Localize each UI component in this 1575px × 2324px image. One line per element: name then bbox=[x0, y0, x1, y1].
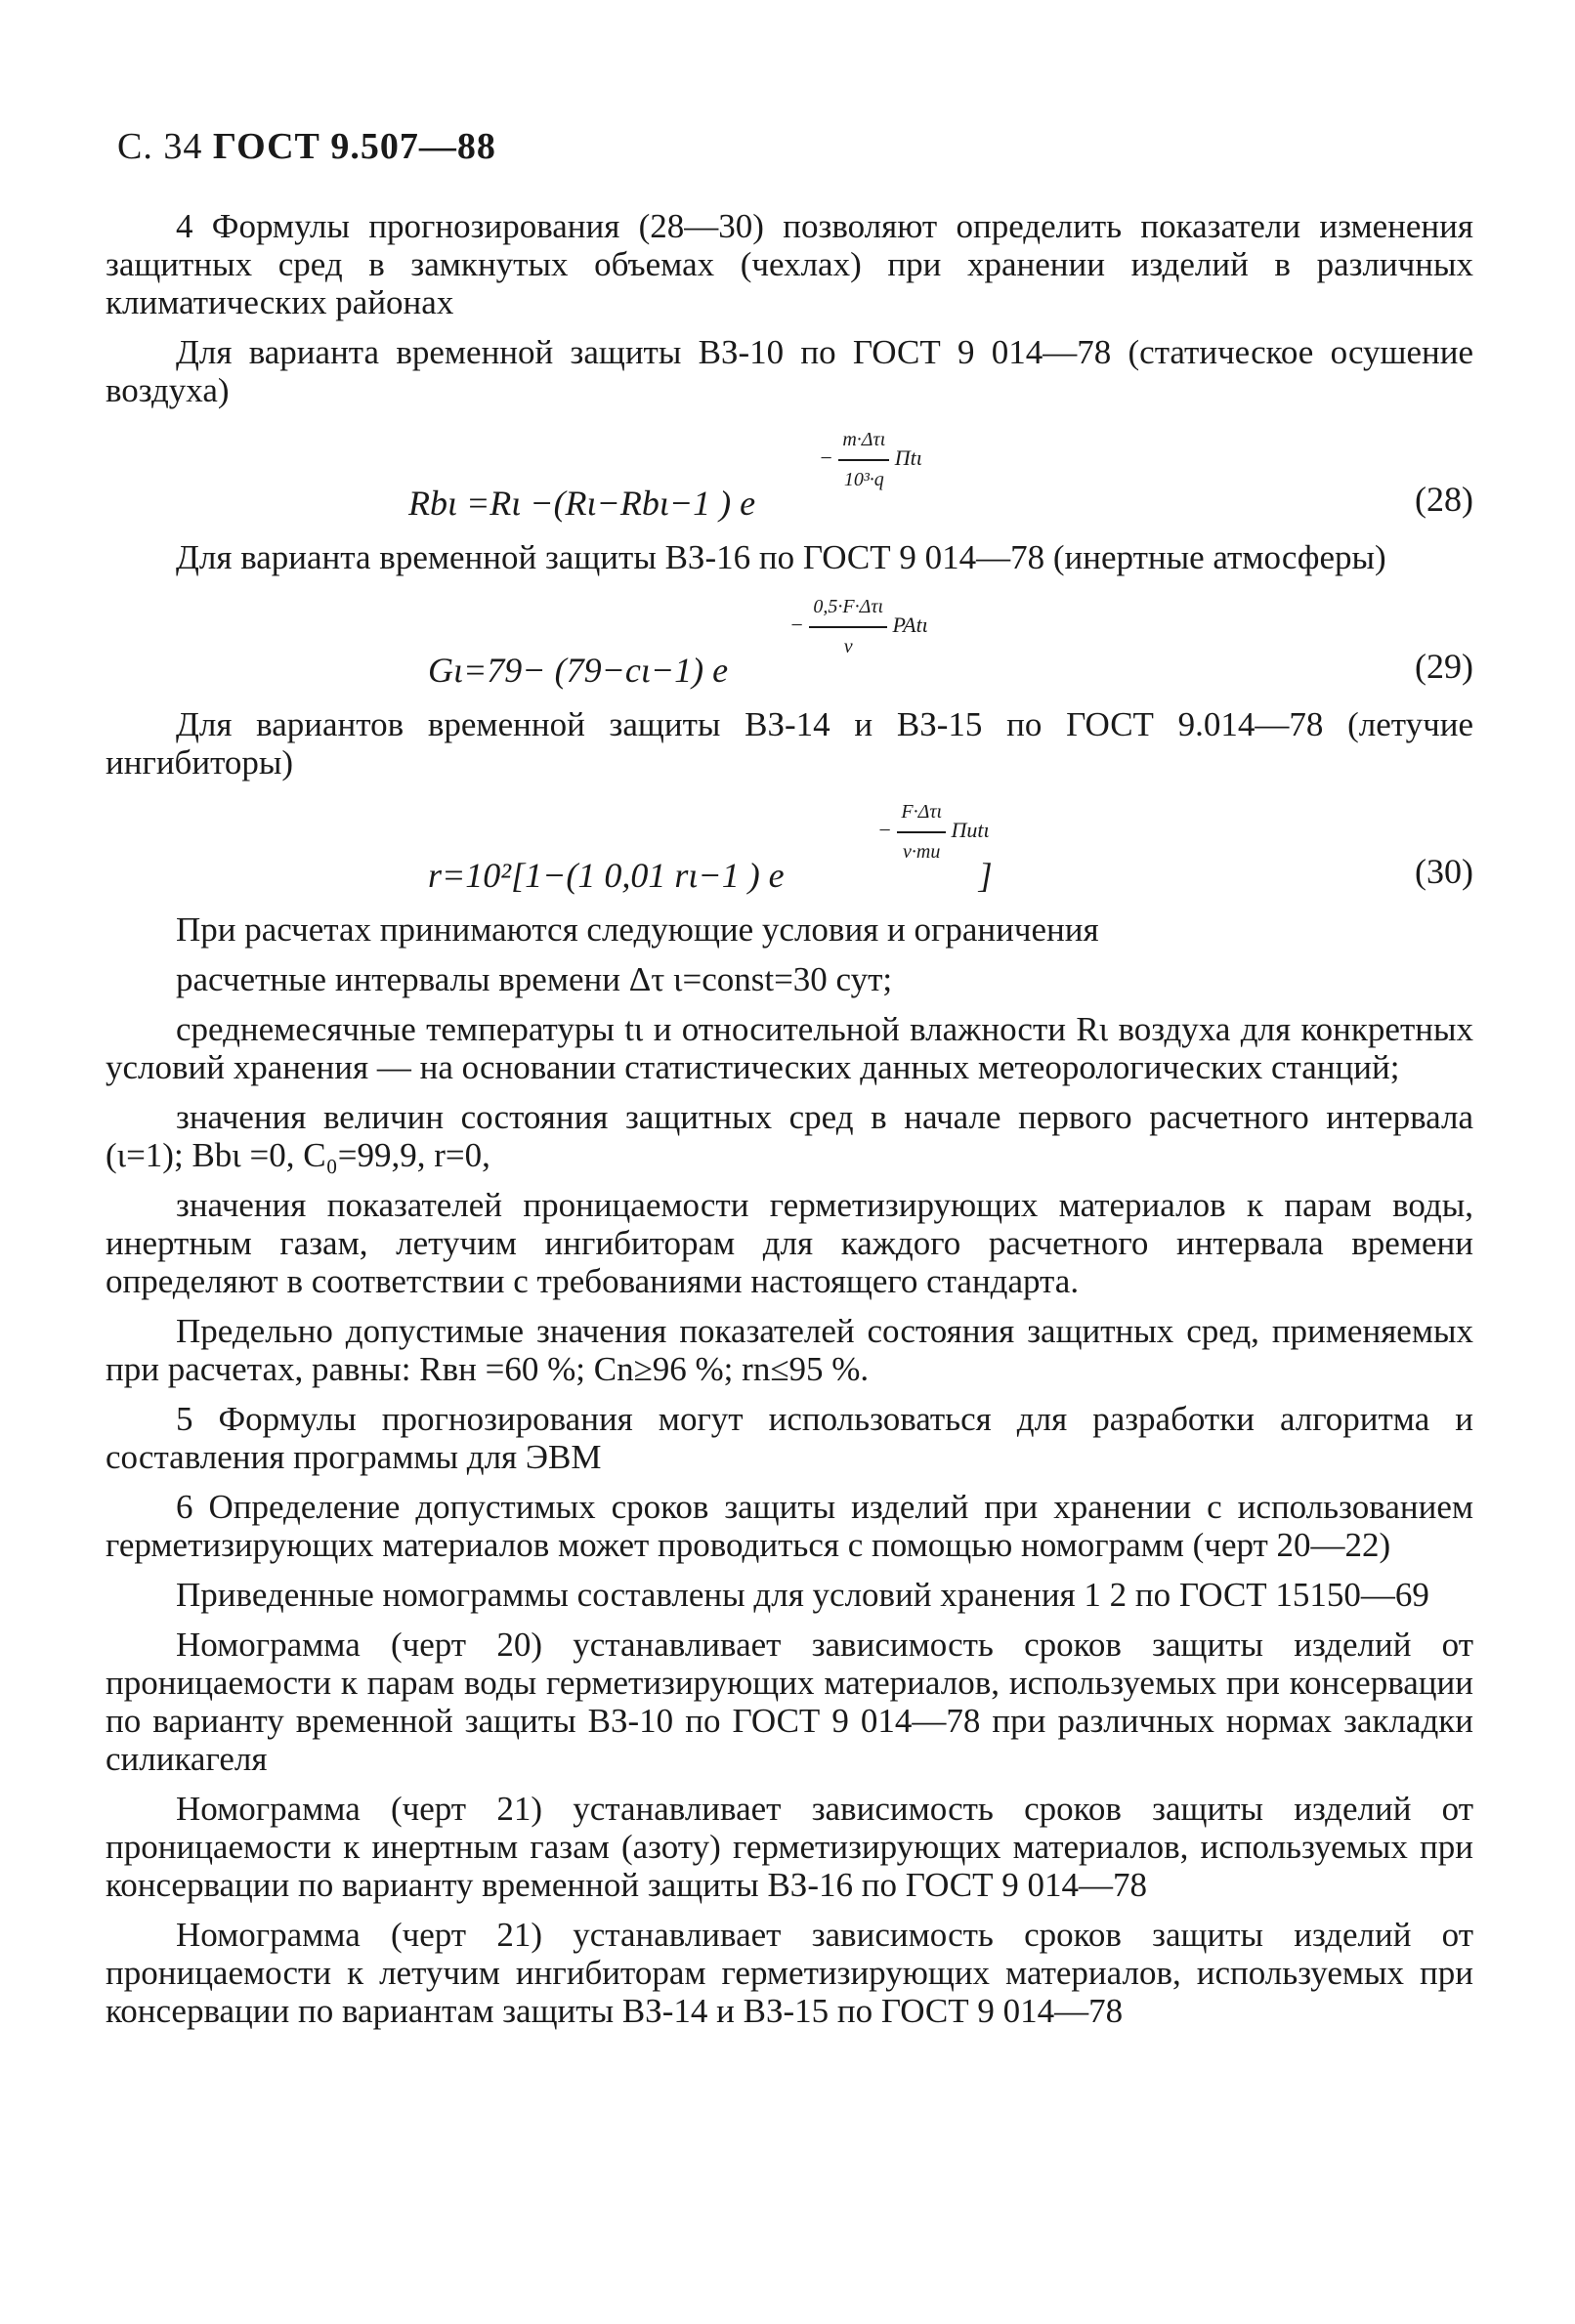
paragraph-vz16-intro: Для варианта временной защиты ВЗ-16 по ГОСТ 9 014—78 (инертные атмосферы) bbox=[176, 538, 1386, 576]
page-number: С. 34 bbox=[117, 126, 203, 167]
formula-30-expression: r=10²[1−(1 0,01 rι−1 ) e ] bbox=[428, 856, 993, 895]
paragraph-nomogram-21b: Номограмма (черт 21) устанавливает зависимость сроков защиты изделий от проницаемости к летучим ингибиторам герметизирующих материалов, используемых при консервации по вариантам защиты ВЗ-14 и ВЗ-15 по ГОСТ 9 014—78 bbox=[106, 1916, 1473, 2030]
formula-30-number: (30) bbox=[1415, 852, 1473, 891]
paragraph-nomogram-20: Номограмма (черт 20) устанавливает зависимость сроков защиты изделий от проницаемости к парам воды герметизирующих материалов, используемых при консервации по варианту временной защиты ВЗ-10 по ГОСТ 9 014—78 при различных нормах закладки силикагеля bbox=[106, 1626, 1473, 1778]
formula-28 bbox=[106, 421, 1473, 530]
formula-28-fraction: $\frac{\text{m·Δτι}}{\text{10³·q}}$ bbox=[838, 421, 889, 499]
formula-28-expression: Rbι =Rι −(Rι−Rbι−1 ) e bbox=[408, 484, 756, 523]
formula-28-exponent: − $\frac{\text{m·Δτι}}{\text{10³·q}}$ Пtι bbox=[819, 421, 922, 499]
formula-29-expression: Gι=79− (79−cι−1) e bbox=[428, 651, 729, 690]
formula-30-exponent: − $\frac{\text{F·Δτι}}{v\cdot mи}$ Пиtι bbox=[877, 793, 990, 871]
formula-28-number: (28) bbox=[1415, 480, 1473, 519]
paragraph-nomogram-21a: Номограмма (черт 21) устанавливает зависимость сроков защиты изделий от проницаемости к инертным газам (азоту) герметизирующих материалов, используемых при консервации по варианту временной защиты ВЗ-16 по ГОСТ 9 014—78 bbox=[106, 1790, 1473, 1904]
paragraph-limits: Предельно допустимые значения показателей состояния защитных сред, применяемых при расчетах, равны: Rвн =60 %; Cn≥96 %; rn≤95 %. bbox=[106, 1312, 1473, 1388]
page-header bbox=[117, 125, 496, 168]
paragraph-permeability: значения показателей проницаемости герметизирующих материалов к парам воды, инертным газам, летучим ингибиторам для каждого расчетного интервала времени определяют в соответствии с требованиями настоящего стандарта. bbox=[106, 1186, 1473, 1300]
paragraph-intervals: расчетные интервалы времени Δτ ι=const=30 сут; bbox=[176, 960, 893, 998]
paragraph-5: 5 Формулы прогнозирования могут использоваться для разработки алгоритма и составления программы для ЭВМ bbox=[106, 1400, 1473, 1476]
formula-29-number: (29) bbox=[1415, 647, 1473, 686]
formula-30-fraction: $\frac{\text{F·Δτι}}{v\cdot mи}$ bbox=[897, 793, 946, 871]
paragraph-conditions: При расчетах принимаются следующие условия и ограничения bbox=[176, 910, 1099, 949]
paragraph-vz10-intro: Для варианта временной защиты ВЗ-10 по ГОСТ 9 014—78 (статическое осушение воздуха) bbox=[106, 333, 1473, 409]
paragraph-4: 4 Формулы прогнозирования (28—30) позволяют определить показатели изменения защитных сред в замкнутых объемах (чехлах) при хранении изделий в различных климатических районах bbox=[106, 207, 1473, 321]
document-body bbox=[106, 207, 1473, 2042]
formula-29-exponent: − $\frac{\text{0,5·F·Δτι}}{v}$ PAtι bbox=[789, 588, 928, 666]
paragraph-initial-values: значения величин состояния защитных сред в начале первого расчетного интервала (ι=1); Bbι =0, C₀=99,9, r=0, bbox=[106, 1098, 1473, 1174]
formula-29-fraction: $\frac{\text{0,5·F·Δτι}}{v}$ bbox=[809, 588, 887, 666]
paragraph-temperatures: среднемесячные температуры tι и относительной влажности Rι воздуха для конкретных условий хранения — на основании статистических данных метеорологических станций; bbox=[106, 1010, 1473, 1086]
formula-29 bbox=[106, 588, 1473, 697]
standard-title: ГОСТ 9.507—88 bbox=[212, 126, 496, 167]
paragraph-6: 6 Определение допустимых сроков защиты изделий при хранении с использованием герметизирующих материалов может проводиться с помощью номограмм (черт 20—22) bbox=[106, 1488, 1473, 1564]
formula-30 bbox=[106, 793, 1473, 903]
paragraph-nomogram-conditions: Приведенные номограммы составлены для условий хранения 1 2 по ГОСТ 15150—69 bbox=[176, 1576, 1429, 1614]
paragraph-vz14-intro: Для вариантов временной защиты ВЗ-14 и ВЗ-15 по ГОСТ 9.014—78 (летучие ингибиторы) bbox=[106, 705, 1473, 782]
